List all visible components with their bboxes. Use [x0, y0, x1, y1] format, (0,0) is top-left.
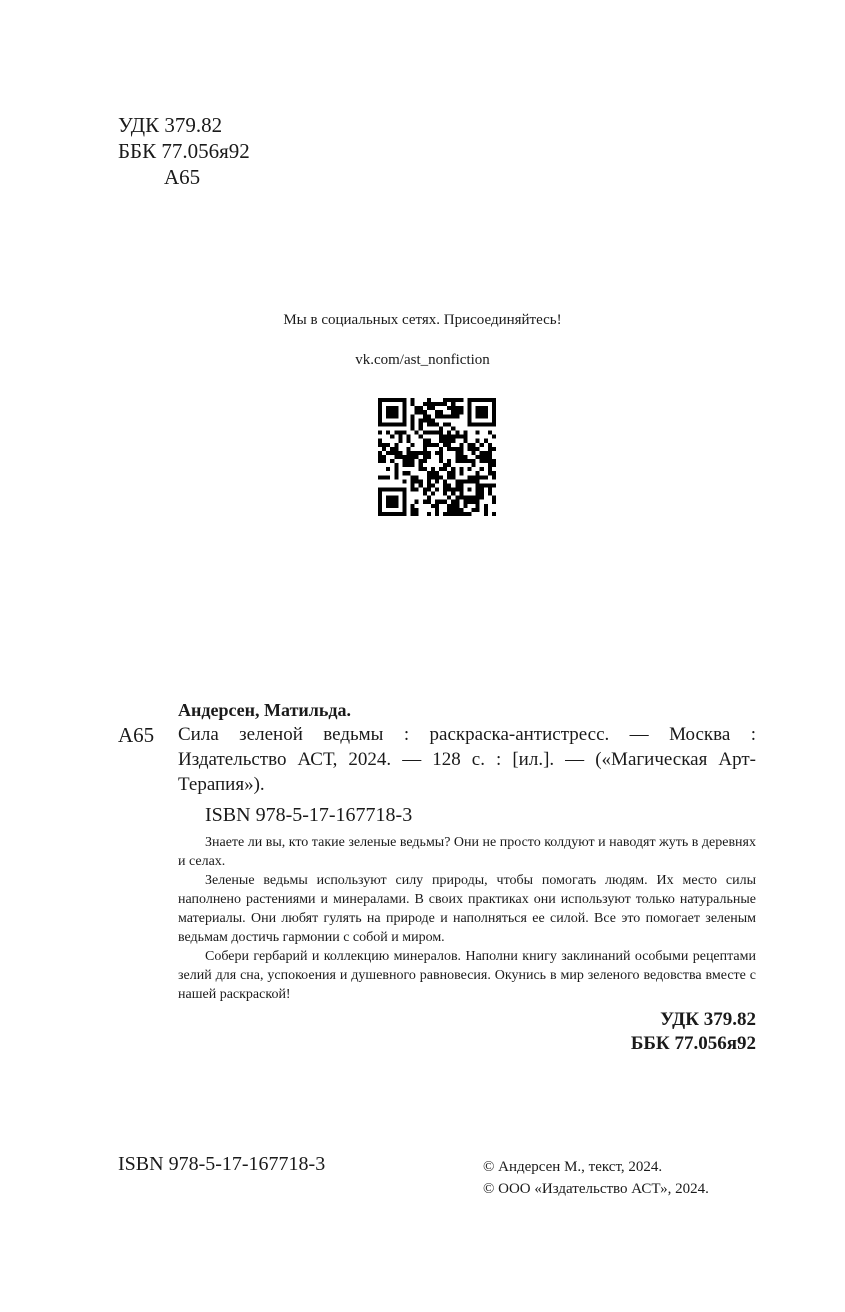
- record-isbn: ISBN 978-5-17-167718-3: [205, 804, 413, 826]
- annotation: [178, 833, 756, 1004]
- copyright-text: © Андерсен М., текст, 2024.: [483, 1159, 663, 1175]
- udk-code: УДК 379.82: [118, 113, 223, 137]
- annotation-paragraph: Знаете ли вы, кто такие зеленые ведьмы? Они не просто колдуют и наводят жуть в деревнях и селах.: [178, 835, 756, 869]
- qr-code-icon: [378, 398, 496, 516]
- record-author: Андерсен, Матильда.: [178, 700, 352, 720]
- bbk-code-bold: ББК 77.056я92: [630, 1033, 756, 1054]
- copyright-publisher: © ООО «Издательство АСТ», 2024.: [483, 1181, 709, 1197]
- annotation-paragraph: Зеленые ведьмы используют силу природы, чтобы помогать людям. Их место силы наполнено растениями и минералами. В своих практиках они используют только натуральные материалы. Они любят гулять на природе и наполняться ее силой. Все это помогает зеленым ведьмам достичь гармонии с собой и миром.: [178, 873, 756, 945]
- record-description: Сила зеленой ведьмы : раскраска-антистресс. — Москва : Издательство АСТ, 2024. — 128 с. : [ил.]. — («Магическая Арт-Терапия»).: [178, 724, 756, 795]
- classification-codes: [631, 1008, 756, 1056]
- top-classification-block: [118, 112, 250, 190]
- copyright-block: [483, 1156, 709, 1200]
- footer-isbn: ISBN 978-5-17-167718-3: [118, 1153, 326, 1175]
- social-link: vk.com/ast_nonfiction: [355, 352, 490, 368]
- social-invite: Мы в социальных сетях. Присоединяйтесь!: [283, 312, 562, 328]
- author-sign: А65: [164, 165, 201, 189]
- udk-code-bold: УДК 379.82: [660, 1009, 756, 1030]
- bbk-code: ББК 77.056я92: [118, 139, 250, 163]
- annotation-paragraph: Собери гербарий и коллекцию минералов. Наполни книгу заклинаний особыми рецептами зелий для сна, успокоения и душевного равновесия. Окунись в мир зеленого ведовства вместе с нашей раскраской!: [178, 949, 756, 1002]
- record-author-sign: А65: [118, 723, 155, 747]
